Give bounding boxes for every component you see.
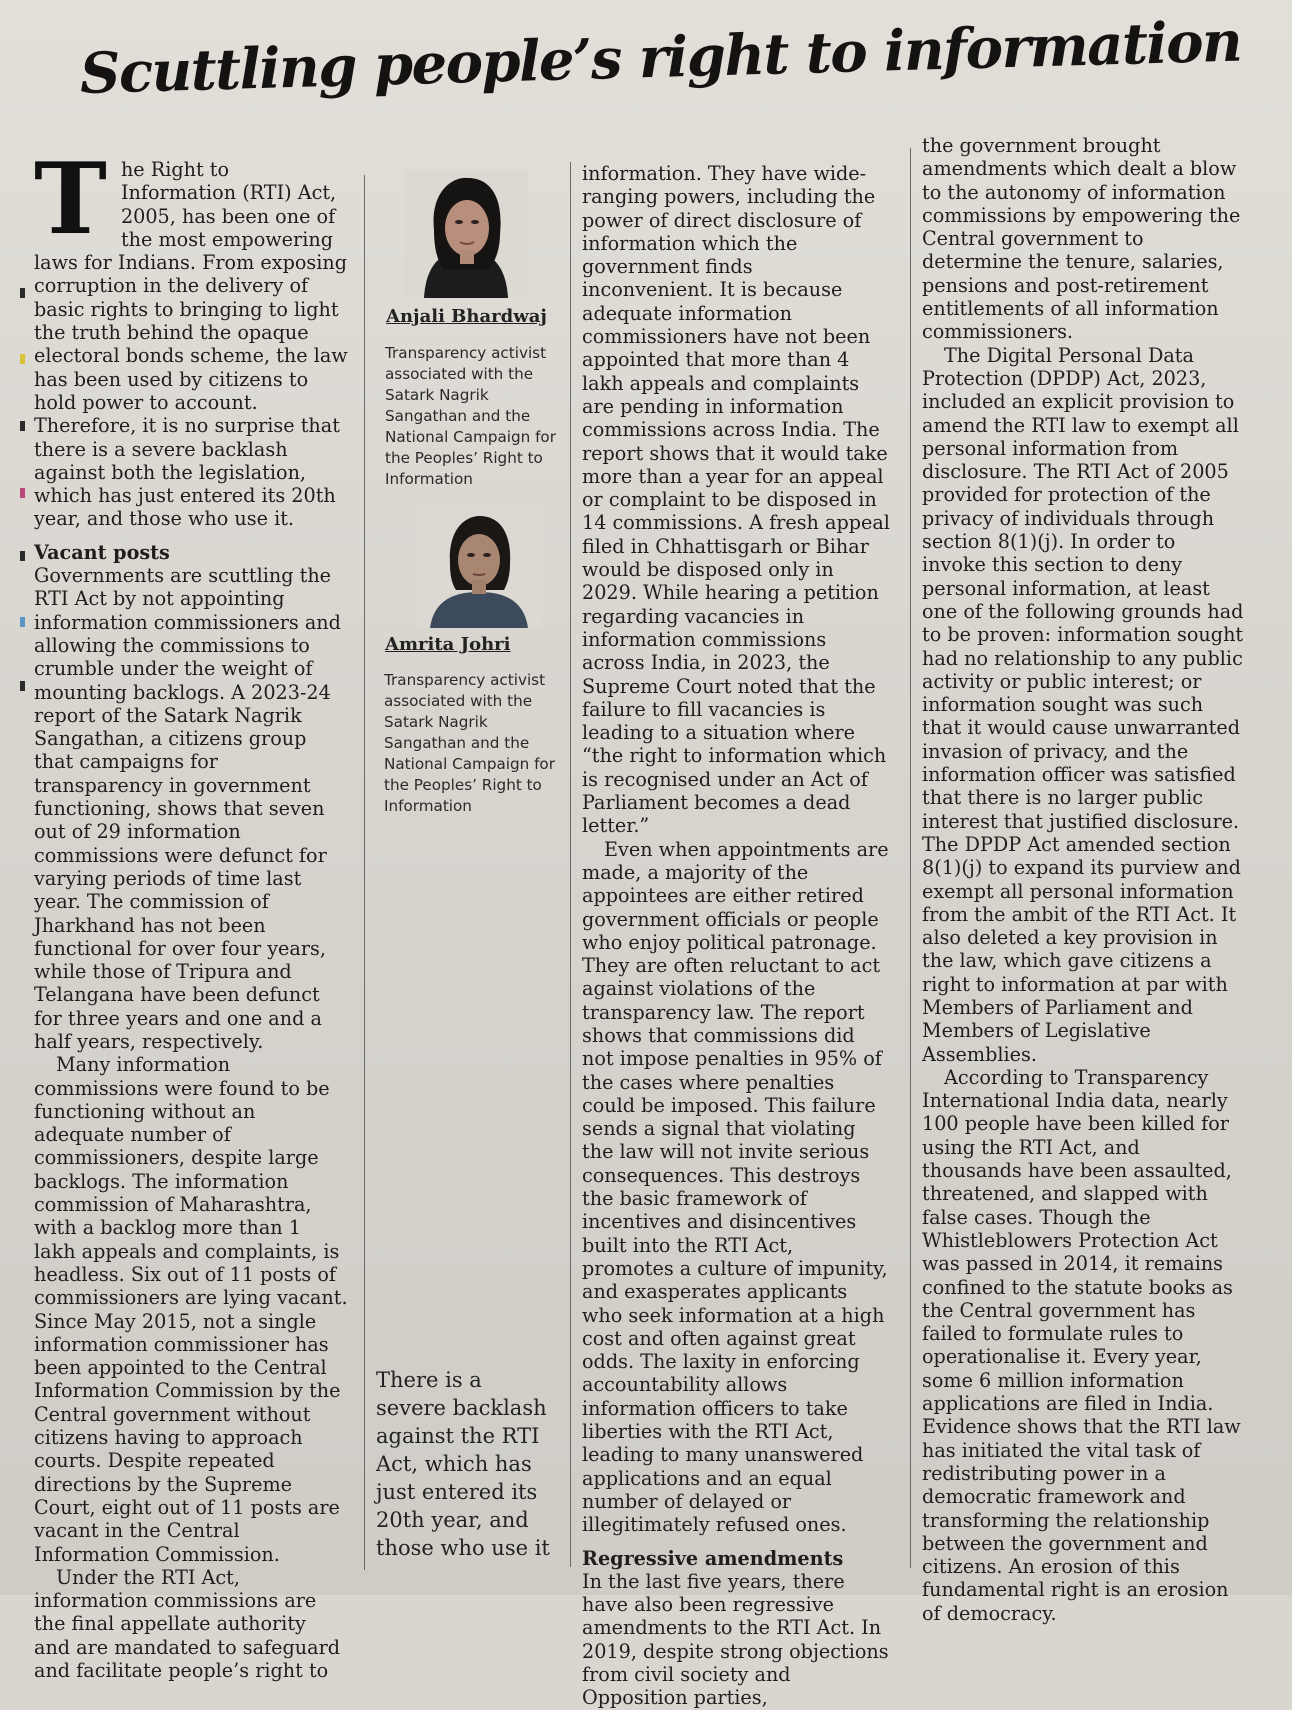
margin-mark: [20, 681, 25, 691]
author-description: Transparency activist associated with the Satark Nagrik Sangathan and the National Campaign for the Peoples’ Right to Information: [385, 344, 556, 488]
margin-mark: [20, 354, 25, 364]
article-column-1: [34, 142, 348, 1682]
margin-mark: [20, 421, 25, 431]
subhead-regressive-amendments: Regressive amendments: [582, 1546, 844, 1570]
paragraph: the government brought amendments which dealt a blow to the autonomy of information commissions by empowering the Central government to determine the tenure, salaries, pensions and post-retirement entitlements of all information commissioners.: [922, 134, 1241, 344]
margin-mark: [20, 617, 25, 627]
paragraph: Governments are scuttling the RTI Act by not appointing information commissioners and allowing the commissions to crumble under the weight of mounting backlogs. A 2023-24 report of the Satark Nagrik Sangathan, a citizens group that campaigns for transparency in government functioning, shows that seven out of 29 information commissions were defunct for varying periods of time last year. The commission of Jharkhand has not been functional for over four years, while those of Tripura and Telangana have been defunct for three years and one and a half years, respectively.: [34, 564, 341, 1053]
pull-quote: There is a severe backlash against the RTI Act, which has just entered its 20th year, and those who use it: [376, 1368, 550, 1560]
paragraph: The Digital Personal Data Protection (DPDP) Act, 2023, included an explicit provision to amend the RTI law to exempt all personal information from disclosure. The RTI Act of 2005 provided for protection of the privacy of individuals through section 8(1)(j). In order to invoke this section to deny personal information, at least one of the following grounds had to be proven: information sought had no relationship to any public activity or public interest; or information sought was such that it would cause unwarranted invasion of privacy, and the information officer was satisfied that there is no larger public interest that justified disclosure. The DPDP Act amended section 8(1)(j) to expand its purview and exempt all personal information from the ambit of the RTI Act. It also deleted a key provision in the law, which gave citizens a right to information at par with Members of Parliament and Members of Legislative Assemblies.: [922, 343, 1244, 1066]
drop-cap: T: [34, 142, 107, 257]
margin-mark: [20, 488, 25, 498]
article-column-4: [922, 134, 1244, 1625]
paragraph: Many information commissions were found to be functioning without an adequate number of commissioners, despite large backlogs. The information commission of Maharashtra, with a backlog more than 1 lakh appeals and complaints, is headless. Six out of 11 posts of commissioners are lying vacant. Since May 2015, not a single information commissioner has been appointed to the Central Information Commission by the Central government without citizens having to approach courts. Despite repeated directions by the Supreme Court, eight out of 11 posts are vacant in the Central Information Commission.: [34, 1053, 348, 1566]
portrait-image: [416, 508, 542, 628]
paragraph: information. They have wide-ranging powers, including the power of direct disclosure of information which the government finds inconvenient. It is because adequate information commissioners have not been appointed that more than 4 lakh appeals and complaints are pending in information commissions across India. The report shows that it would take more than a year for an appeal or complaint to be disposed in 14 commissions. A fresh appeal filed in Chhattisgarh or Bihar would be disposed only in 2029. While hearing a petition regarding vacancies in information commissions across India, in 2023, the Supreme Court noted that the failure to fill vacancies is leading to a situation where “the right to information which is recognised under an Act of Parliament becomes a dead letter.”: [582, 162, 890, 838]
paragraph: Even when appointments are made, a majority of the appointees are either retired government officials or people who enjoy political patronage. They are often reluctant to act against violations of the transparency law. The report shows that commissions did not impose penalties in 95% of the cases where penalties could be imposed. This failure sends a signal that violating the law will not invite serious consequences. This destroys the basic framework of incentives and disincentives built into the RTI Act, promotes a culture of impunity, and exasperates applicants who seek information at a high cost and often against great odds. The laxity in enforcing accountability allows information officers to take liberties with the RTI Act, leading to many unanswered applications and an equal number of delayed or illegitimately refused ones.: [582, 837, 889, 1537]
author-name: Amrita Johri: [385, 634, 511, 655]
portrait-image: [404, 170, 528, 298]
column-rule-1: [364, 175, 365, 1570]
article-column-3: [582, 162, 890, 1710]
subhead-vacant-posts: Vacant posts: [34, 540, 170, 564]
paragraph: Under the RTI Act, information commissions are the final appellate authority and are mandated to safeguard and facilitate people’s right to: [34, 1565, 341, 1682]
column-rule-2: [570, 162, 571, 1567]
author-photo-anjali: [404, 170, 528, 298]
intro-paragraph: he Right to Information (RTI) Act, 2005, has been one of the most empowering laws for Indians. From exposing corruption in the delivery of basic rights to bringing to light the truth behind the opaque electoral bonds scheme, the law has been used by citizens to hold power to account. Therefore, it is no surprise that there is a severe backlash against both the legislation, which has just entered its 20th year, and those who use it.: [34, 158, 348, 531]
author-description: Transparency activist associated with the Satark Nagrik Sangathan and the National Campaign for the Peoples’ Right to Information: [384, 671, 555, 815]
margin-mark: [20, 288, 25, 298]
author-name: Anjali Bhardwaj: [386, 306, 547, 327]
margin-mark: [20, 551, 25, 561]
headline: Scuttling people’s right to information: [79, 8, 1242, 107]
paragraph: In the last five years, there have also been regressive amendments to the RTI Act. In 2019, despite strong objections from civil society and Opposition parties,: [582, 1569, 889, 1710]
paragraph: According to Transparency International India data, nearly 100 people have been killed for using the RTI Act, and thousands have been assaulted, threatened, and slapped with false cases. Though the Whistleblowers Protection Act was passed in 2014, it remains confined to the statute books as the Central government has failed to formulate rules to operationalise it. Every year, some 6 million information applications are filed in India. Evidence shows that the RTI law has initiated the vital task of redistributing power in a democratic framework and transforming the relationship between the government and citizens. An erosion of this fundamental right is an erosion of democracy.: [922, 1065, 1241, 1625]
author-photo-amrita: [416, 508, 542, 628]
column-rule-3: [910, 148, 911, 1568]
